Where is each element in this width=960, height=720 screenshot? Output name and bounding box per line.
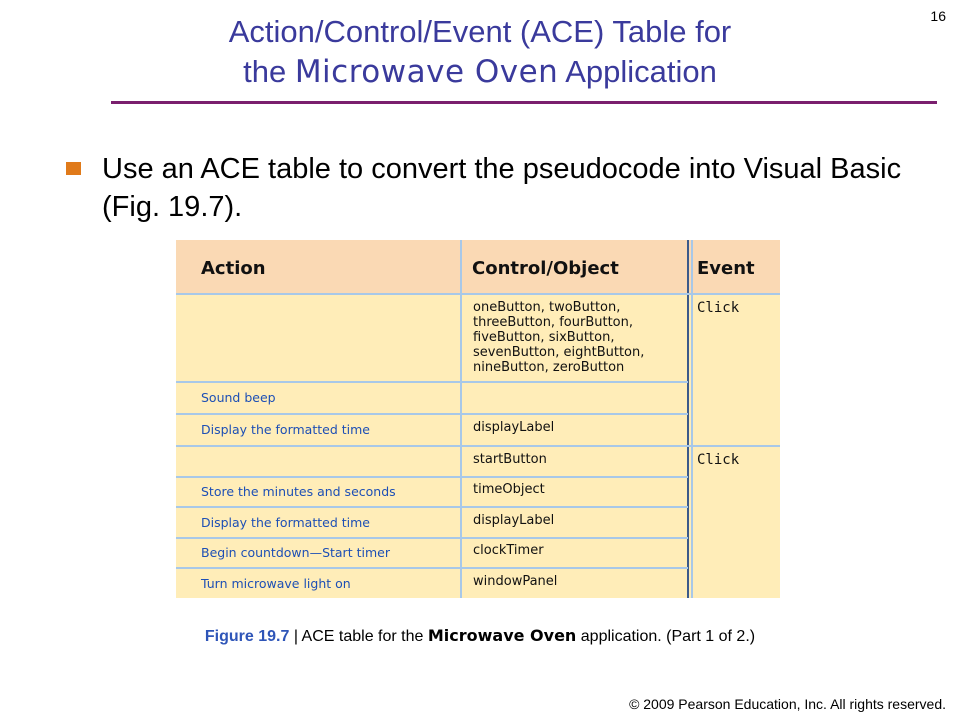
table-cell-action: Display the formatted time (201, 515, 370, 530)
caption-text-end: application. (Part 1 of 2.) (576, 628, 756, 645)
table-cell-event: Click (697, 452, 740, 468)
row-divider (176, 413, 688, 415)
slide-title (0, 12, 960, 92)
table-cell-control: clockTimer (473, 543, 544, 558)
row-divider (176, 506, 688, 508)
slide-number: 16 (930, 8, 946, 24)
title-line-2-prefix: the (243, 54, 295, 89)
control-list-line: sevenButton, eightButton, (473, 345, 645, 360)
title-line-2 (0, 52, 960, 92)
ace-table (176, 240, 780, 598)
table-cell-control: timeObject (473, 482, 545, 497)
table-cell-event: Click (697, 300, 740, 316)
figure-label: Figure 19.7 (204, 628, 290, 645)
table-cell-action: Sound beep (201, 390, 276, 405)
title-line-2-suffix: Application (558, 54, 717, 89)
title-app-name: Microwave Oven (294, 54, 559, 90)
row-divider (176, 293, 780, 295)
header-control-object: Control/Object (472, 258, 619, 279)
table-cell-control: windowPanel (473, 574, 558, 589)
row-divider (176, 381, 688, 383)
table-cell-action: Display the formatted time (201, 422, 370, 437)
bullet-square-icon (66, 162, 81, 175)
header-event: Event (697, 258, 755, 279)
table-cell-controls (473, 300, 644, 375)
table-cell-action: Store the minutes and seconds (201, 484, 396, 499)
bullet-text: Use an ACE table to convert the pseudocode into Visual Basic (Fig. 19.7). (102, 153, 902, 223)
title-line-1: Action/Control/Event (ACE) Table for (228, 14, 732, 49)
copyright-notice: © 2009 Pearson Education, Inc. All rights reserved. (629, 696, 946, 712)
control-list-line: nineButton, zeroButton (473, 360, 625, 375)
row-divider (176, 476, 688, 478)
table-cell-control: displayLabel (473, 420, 555, 435)
figure-caption (0, 626, 960, 646)
control-list-line: threeButton, fourButton, (473, 315, 633, 330)
caption-text: ACE table for the (301, 628, 428, 645)
control-list-line: fiveButton, sixButton, (473, 330, 615, 345)
row-divider (176, 567, 688, 569)
caption-separator: | (289, 628, 302, 645)
row-divider (176, 537, 688, 539)
table-cell-control: startButton (473, 452, 547, 467)
caption-app-name: Microwave Oven (427, 626, 577, 645)
table-cell-control: displayLabel (473, 513, 555, 528)
bullet-point (66, 150, 926, 226)
title-divider (111, 101, 937, 104)
header-action: Action (201, 258, 266, 279)
row-divider (176, 445, 780, 447)
table-cell-action: Turn microwave light on (201, 576, 351, 591)
control-list-line: oneButton, twoButton, (473, 300, 621, 315)
table-cell-action: Begin countdown—Start timer (201, 545, 390, 560)
